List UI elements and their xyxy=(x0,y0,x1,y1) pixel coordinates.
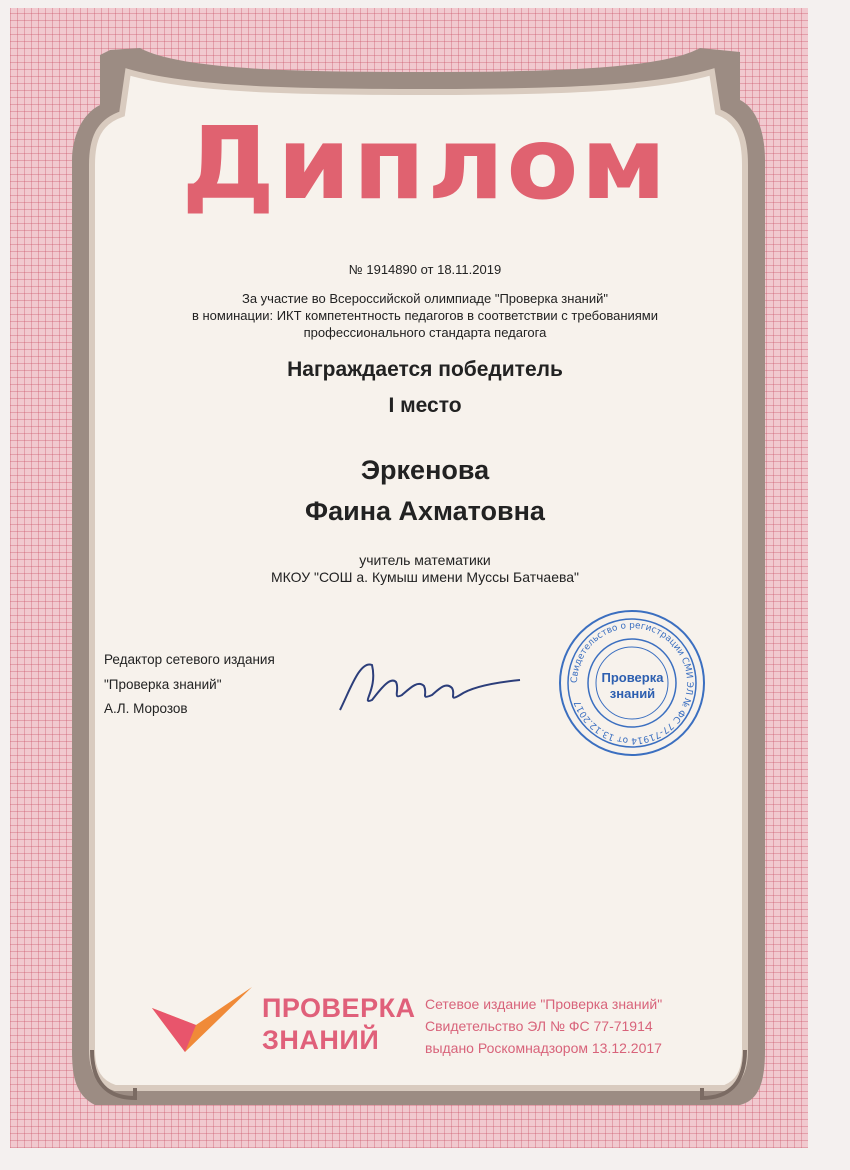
footer-certificate: Свидетельство ЭЛ № ФС 77-71914 xyxy=(425,1018,653,1034)
certificate-number: № 1914890 от 18.11.2019 xyxy=(348,262,502,277)
participation-line-1: За участие во Всероссийской олимпиаде "Проверка знаний" xyxy=(241,291,608,306)
svg-text:Свидетельство о регистрации СМ: Свидетельство о регистрации СМИ ЭЛ № ФС 77-71914 от 13.12.2017 xyxy=(569,620,695,746)
stamp-center-line-2: знаний xyxy=(609,686,656,701)
logo-line-1: ПРОВЕРКА xyxy=(262,993,416,1023)
recipient-school: МКОУ "СОШ а. Кумыш имени Муссы Батчаева" xyxy=(270,569,580,585)
diploma-title: Диплом xyxy=(181,105,669,222)
editor-publication: "Проверка знаний" xyxy=(104,677,222,692)
footer-issued: выдано Роскомнадзором 13.12.2017 xyxy=(425,1040,662,1056)
editor-name: А.Л. Морозов xyxy=(104,701,188,716)
participation-line-3: профессионального стандарта педагога xyxy=(303,325,547,340)
place-heading: I место xyxy=(388,394,462,417)
recipient-surname: Эркенова xyxy=(360,455,490,485)
participation-line-2: в номинации: ИКТ компетентность педагогов в соответствии с требованиями xyxy=(191,308,659,323)
recipient-given-name: Фаина Ахматовна xyxy=(305,496,545,526)
award-heading: Награждается победитель xyxy=(287,358,563,381)
editor-title: Редактор сетевого издания xyxy=(104,652,275,667)
footer-publication: Сетевое издание "Проверка знаний" xyxy=(425,996,663,1012)
stamp-center-line-1: Проверка xyxy=(601,670,664,685)
logo-line-2: ЗНАНИЙ xyxy=(262,1025,380,1055)
recipient-position: учитель математики xyxy=(359,552,491,568)
